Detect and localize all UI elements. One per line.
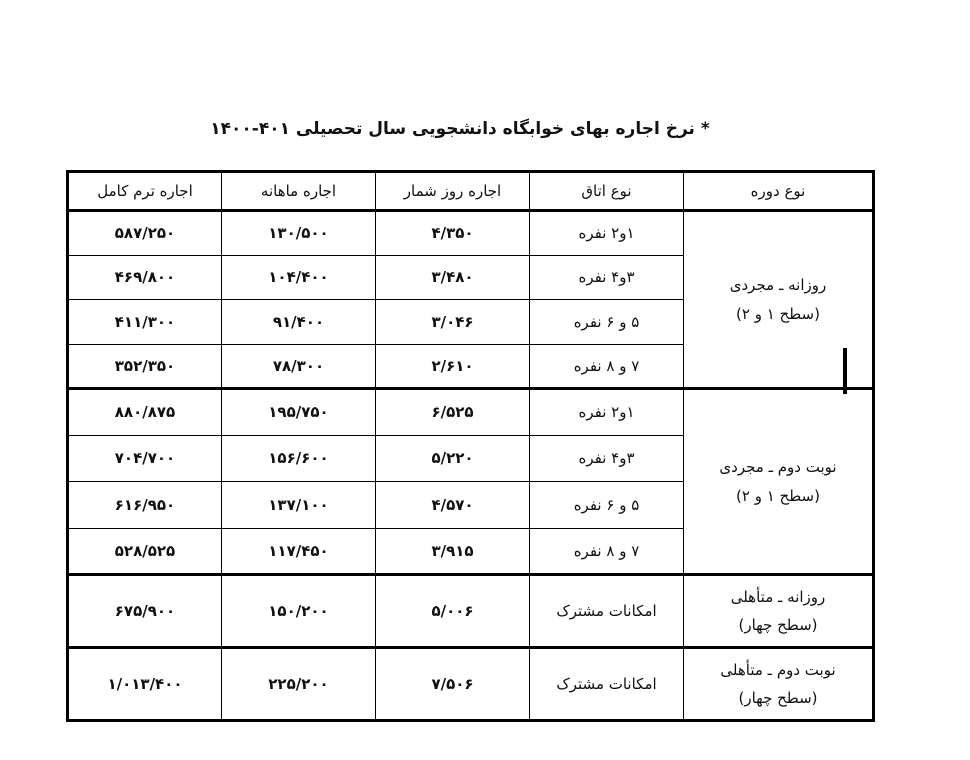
- room-type-cell: ۳و۴ نفره: [530, 255, 684, 300]
- daily-rent-cell: ۴/۵۷۰: [376, 482, 530, 529]
- period-label: نوبت دوم ـ مجردی: [719, 458, 837, 477]
- header-period-type: نوع دوره: [684, 172, 874, 211]
- monthly-rent-cell: ۱۰۴/۴۰۰: [222, 255, 376, 300]
- header-full-term-rent: اجاره ترم کامل: [68, 172, 222, 211]
- period-label: روزانه ـ مجردی: [729, 276, 827, 295]
- table-row: [68, 389, 874, 436]
- monthly-rent-cell: ۱۳۰/۵۰۰: [222, 211, 376, 256]
- monthly-rent-cell: ۱۱۷/۴۵۰: [222, 528, 376, 575]
- term-rent-cell: ۴۶۹/۸۰۰: [68, 255, 222, 300]
- page-title: * نرخ اجاره بهای خوابگاه دانشجویی سال تحصیلی ۴۰۱-۱۴۰۰: [210, 119, 710, 139]
- table-row: [68, 575, 874, 648]
- period-cell: [684, 389, 874, 575]
- term-rent-cell: ۷۰۴/۷۰۰: [68, 435, 222, 482]
- term-rent-cell: ۵۸۷/۲۵۰: [68, 211, 222, 256]
- period-label: روزانه ـ متأهلی: [730, 587, 826, 606]
- monthly-rent-cell: ۱۵۰/۲۰۰: [222, 575, 376, 648]
- daily-rent-cell: ۳/۹۱۵: [376, 528, 530, 575]
- term-rent-cell: ۶۱۶/۹۵۰: [68, 482, 222, 529]
- period-cell: [684, 575, 874, 648]
- monthly-rent-cell: ۷۸/۳۰۰: [222, 344, 376, 389]
- monthly-rent-cell: ۲۲۵/۲۰۰: [222, 648, 376, 721]
- period-level: (سطح ۱ و ۲): [736, 486, 820, 505]
- daily-rent-cell: ۲/۶۱۰: [376, 344, 530, 389]
- room-type-cell: ۷ و ۸ نفره: [530, 344, 684, 389]
- period-level: (سطح ۱ و ۲): [736, 304, 820, 323]
- room-type-cell: ۵ و ۶ نفره: [530, 482, 684, 529]
- monthly-rent-cell: ۱۵۶/۶۰۰: [222, 435, 376, 482]
- daily-rent-cell: ۴/۳۵۰: [376, 211, 530, 256]
- daily-rent-cell: ۳/۰۴۶: [376, 300, 530, 345]
- daily-rent-cell: ۵/۲۲۰: [376, 435, 530, 482]
- monthly-rent-cell: ۱۳۷/۱۰۰: [222, 482, 376, 529]
- vertical-mark: [843, 348, 847, 394]
- table-header-row: [68, 172, 874, 211]
- monthly-rent-cell: ۹۱/۴۰۰: [222, 300, 376, 345]
- daily-rent-cell: ۶/۵۲۵: [376, 389, 530, 436]
- table-row: [68, 211, 874, 256]
- room-type-cell: ۱و۲ نفره: [530, 211, 684, 256]
- period-level: (سطح چهار): [738, 616, 818, 635]
- room-type-cell: امکانات مشترک: [530, 575, 684, 648]
- term-rent-cell: ۶۷۵/۹۰۰: [68, 575, 222, 648]
- term-rent-cell: ۵۲۸/۵۲۵: [68, 528, 222, 575]
- monthly-rent-cell: ۱۹۵/۷۵۰: [222, 389, 376, 436]
- room-type-cell: امکانات مشترک: [530, 648, 684, 721]
- period-label: نوبت دوم ـ متأهلی: [720, 660, 836, 679]
- term-rent-cell: ۳۵۲/۳۵۰: [68, 344, 222, 389]
- term-rent-cell: ۱/۰۱۳/۴۰۰: [68, 648, 222, 721]
- header-daily-rent: اجاره روز شمار: [376, 172, 530, 211]
- daily-rent-cell: ۷/۵۰۶: [376, 648, 530, 721]
- room-type-cell: ۳و۴ نفره: [530, 435, 684, 482]
- table-row: [68, 648, 874, 721]
- period-cell: [684, 648, 874, 721]
- term-rent-cell: ۸۸۰/۸۷۵: [68, 389, 222, 436]
- header-monthly-rent: اجاره ماهانه: [222, 172, 376, 211]
- daily-rent-cell: ۳/۴۸۰: [376, 255, 530, 300]
- room-type-cell: ۱و۲ نفره: [530, 389, 684, 436]
- room-type-cell: ۵ و ۶ نفره: [530, 300, 684, 345]
- rent-table: [66, 170, 875, 722]
- term-rent-cell: ۴۱۱/۳۰۰: [68, 300, 222, 345]
- room-type-cell: ۷ و ۸ نفره: [530, 528, 684, 575]
- header-room-type: نوع اتاق: [530, 172, 684, 211]
- period-level: (سطح چهار): [738, 689, 818, 708]
- daily-rent-cell: ۵/۰۰۶: [376, 575, 530, 648]
